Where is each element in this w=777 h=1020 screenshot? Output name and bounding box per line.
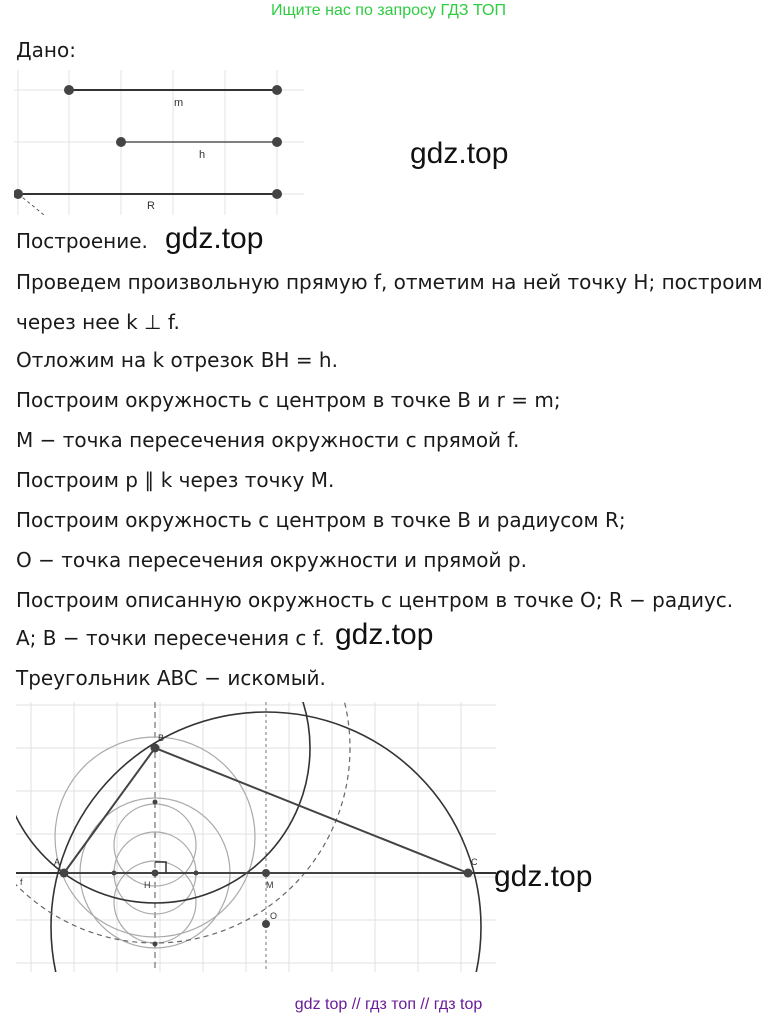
step-11: Треугольник ABC − искомый.	[16, 666, 326, 690]
segment-label-m: m	[174, 97, 184, 109]
point-label-b: B	[158, 733, 165, 743]
line-label-f: f	[20, 877, 23, 887]
step-1: Проведем произвольную прямую f, отметим на ней точку H; построим	[16, 270, 763, 294]
segment-label-r: R	[147, 200, 155, 212]
watermark: gdz.top	[494, 860, 593, 893]
point-label-o: O	[270, 911, 278, 921]
point-label-h: H	[144, 880, 151, 890]
footer-links: gdz top // гдз топ // гдз top	[294, 996, 483, 1013]
step-8: O − точка пересечения окружности и прямой p.	[16, 548, 527, 572]
point-label-c: C	[471, 857, 478, 867]
watermark: gdz.top	[165, 222, 264, 255]
step-4: Построим окружность с центром в точке B и r = m;	[16, 388, 561, 412]
step-5: M − точка пересечения окружности с прямой f.	[16, 428, 520, 452]
step-10: A; B − точки пересечения с f.	[16, 626, 325, 650]
point-label-m: M	[266, 880, 274, 890]
segment-label-h: h	[199, 149, 206, 161]
watermark: gdz.top	[335, 618, 434, 651]
given-label: Дано:	[16, 38, 76, 62]
construction-label: Построение.	[16, 229, 148, 253]
step-2: через нее k ⊥ f.	[16, 310, 180, 334]
watermark: gdz.top	[410, 137, 509, 170]
given-figure	[14, 70, 304, 215]
step-7: Построим окружность с центром в точке B и радиусом R;	[16, 508, 626, 532]
header-banner: Ищите нас по запросу ГДЗ ТОП	[271, 2, 506, 19]
step-3: Отложим на k отрезок BH = h.	[16, 348, 338, 372]
construction-figure	[16, 702, 496, 972]
step-6: Построим p ∥ k через точку M.	[16, 468, 335, 492]
step-9: Построим описанную окружность с центром в точке O; R − радиус.	[16, 588, 734, 612]
point-label-a: A	[54, 857, 61, 867]
